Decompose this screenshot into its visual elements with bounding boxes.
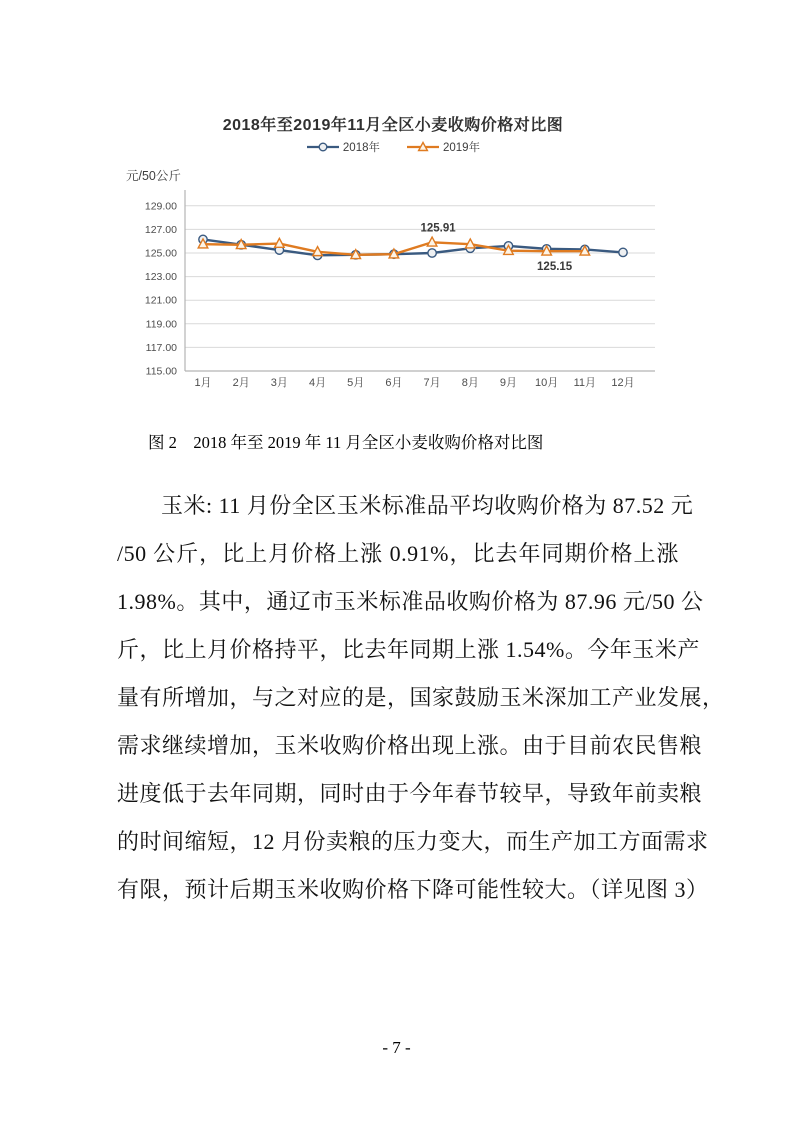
x-tick-label: 11月 [573,377,597,389]
legend-label: 2018年 [342,142,380,154]
x-tick-label: 9月 [499,377,518,389]
chart-title: 2018年至2019年11月全区小麦收购价格对比图 [222,117,564,134]
body-paragraph [117,484,725,916]
y-tick-label: 129.00 [144,200,177,213]
paragraph-line: 进度低于去年同期，同时由于今年春节较早，导致年前卖粮 [117,781,703,806]
paragraph-line: 有限，预计后期玉米收购价格下降可能性较大。（详见图 3） [117,877,709,902]
legend-circle-marker-icon [306,141,340,153]
y-tick-label: 127.00 [144,223,177,236]
y-tick-label: 123.00 [144,271,177,284]
y-tick-label: 115.00 [145,365,177,378]
data-point-circle [428,249,436,257]
x-tick-label: 1月 [194,377,212,389]
legend-triangle-marker-icon [406,141,440,153]
paragraph-line: 玉米: 11 月份全区玉米标准品平均收购价格为 87.52 元 [161,493,694,518]
y-tick-label: 121.00 [144,294,177,307]
data-label: 125.15 [537,261,573,274]
x-tick-label: 2月 [232,377,250,389]
paragraph-line: 1.98%。其中，通辽市玉米标准品收购价格为 87.96 元/50 公 [117,589,704,614]
x-tick-label: 5月 [347,377,365,389]
wheat-price-chart-canvas [120,188,666,400]
x-tick-label: 8月 [461,377,479,389]
legend-label: 2019年 [443,142,481,154]
x-tick-label: 10月 [535,377,559,389]
paragraph-line: 的时间缩短，12 月份卖粮的压力变大，而生产加工方面需求 [117,829,709,854]
x-tick-label: 6月 [385,377,403,389]
x-tick-label: 4月 [308,377,327,389]
paragraph-line: /50 公斤，比上月价格上涨 0.91%，比去年同期价格上涨 [117,541,679,566]
legend-item-2019年 [406,139,480,155]
wheat-price-chart [120,108,666,400]
paragraph-line: 需求继续增加，玉米收购价格出现上涨。由于目前农民售粮 [117,733,703,758]
page-number: - 7 - [382,1038,411,1057]
x-tick-label: 3月 [270,377,288,389]
paragraph-line: 量有所增加，与之对应的是，国家鼓励玉米深加工产业发展， [117,685,725,710]
data-label: 125.91 [420,222,456,235]
y-tick-label: 125.00 [144,247,177,260]
chart-legend [120,139,666,155]
y-tick-label: 119.00 [145,318,177,331]
legend-item-2018年 [306,139,380,155]
y-tick-label: 117.00 [145,341,177,354]
x-tick-label: 7月 [423,377,441,389]
figure-caption: 图 2 2018 年至 2019 年 11 月全区小麦收购价格对比图 [148,433,544,452]
y-axis-unit-label: 元/50公斤 [126,169,181,183]
paragraph-line: 斤，比上月价格持平，比去年同期上涨 1.54%。今年玉米产 [117,637,700,662]
x-tick-label: 12月 [611,377,635,389]
data-point-circle [619,248,627,256]
